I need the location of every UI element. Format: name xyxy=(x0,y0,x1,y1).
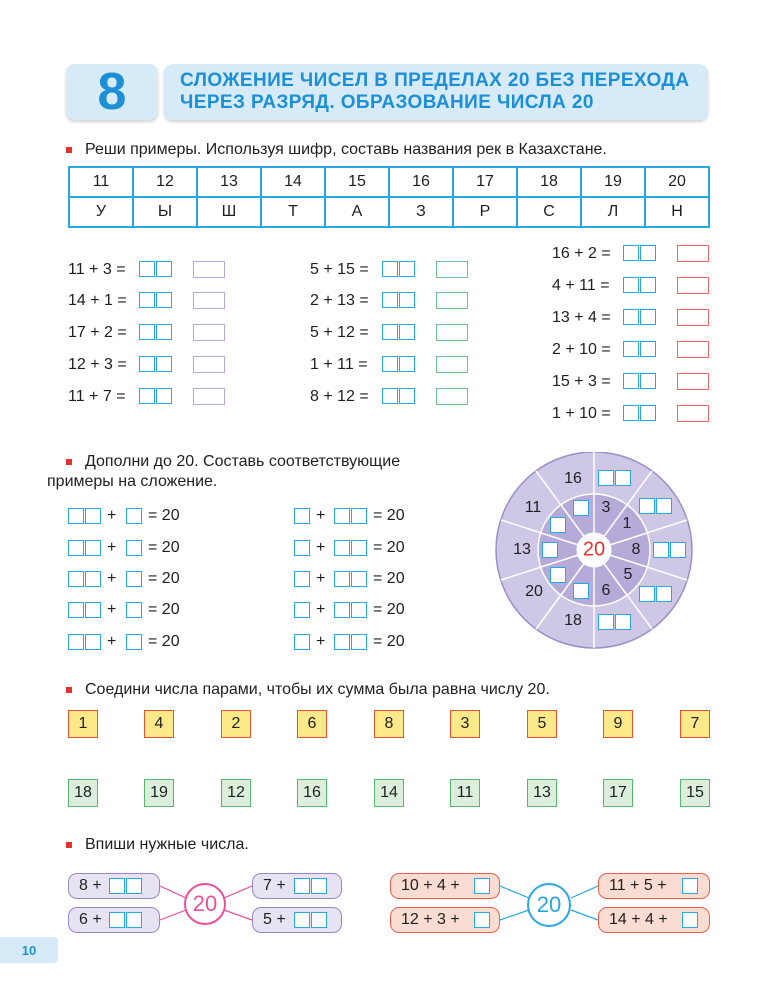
answer-digit-box[interactable] xyxy=(399,356,415,372)
answer-digit-box[interactable] xyxy=(550,567,566,583)
cipher-letter: С xyxy=(517,197,581,227)
cipher-number: 17 xyxy=(453,167,517,197)
plus-sign: + xyxy=(316,507,326,524)
pill-expression: 12 + 3 + xyxy=(401,911,460,928)
equation: 15 + 3 = xyxy=(552,373,611,390)
number-tile-bottom[interactable]: 19 xyxy=(144,779,174,807)
answer-digit-box[interactable] xyxy=(334,571,350,587)
plus-sign: + xyxy=(107,539,117,556)
answer-digit-box[interactable] xyxy=(640,245,656,261)
equals-20: = 20 xyxy=(373,507,405,524)
answer-digit-box[interactable] xyxy=(573,583,589,599)
equals-20: = 20 xyxy=(373,570,405,587)
cipher-number: 20 xyxy=(645,167,709,197)
answer-digit-box[interactable] xyxy=(68,634,84,650)
answer-digit-box[interactable] xyxy=(351,602,367,618)
number-tile-top[interactable]: 3 xyxy=(450,710,480,738)
task2-text-line1: Дополни до 20. Составь соответствующие xyxy=(85,453,401,470)
pill-expression: 5 + xyxy=(263,911,286,928)
answer-digit-box[interactable] xyxy=(294,571,310,587)
answer-digit-box[interactable] xyxy=(294,912,310,928)
task2-text-line2: примеры на сложение. xyxy=(47,473,218,490)
answer-digit-box[interactable] xyxy=(623,245,639,261)
wheel-outer-number: 18 xyxy=(564,612,582,629)
plus-sign: + xyxy=(316,633,326,650)
answer-digit-box[interactable] xyxy=(85,508,101,524)
bullet-icon xyxy=(66,459,72,465)
answer-digit-box[interactable] xyxy=(550,517,566,533)
wheel-inner-number: 5 xyxy=(623,566,633,583)
answer-digit-box[interactable] xyxy=(85,602,101,618)
answer-digit-box[interactable] xyxy=(85,634,101,650)
cipher-number: 19 xyxy=(581,167,645,197)
answer-digit-box[interactable] xyxy=(109,912,125,928)
answer-digit-box[interactable] xyxy=(334,508,350,524)
letter-box[interactable] xyxy=(436,356,468,373)
cipher-numbers-row xyxy=(69,167,709,197)
answer-digit-box[interactable] xyxy=(615,614,631,630)
cipher-letter: У xyxy=(69,197,133,227)
answer-digit-box[interactable] xyxy=(311,878,327,894)
cipher-number: 13 xyxy=(197,167,261,197)
cipher-letter: Т xyxy=(261,197,325,227)
answer-digit-box[interactable] xyxy=(85,540,101,556)
number-tile-top[interactable]: 7 xyxy=(680,710,710,738)
number-tile-bottom[interactable]: 14 xyxy=(374,779,404,807)
letter-box[interactable] xyxy=(436,388,468,405)
letter-box[interactable] xyxy=(193,261,225,278)
answer-digit-box[interactable] xyxy=(311,912,327,928)
wheel-outer-number: 11 xyxy=(524,499,542,516)
equals-20: = 20 xyxy=(373,539,405,556)
wheel-inner-number: 1 xyxy=(622,515,632,532)
equation: 2 + 13 = xyxy=(310,292,369,309)
answer-digit-box[interactable] xyxy=(623,405,639,421)
answer-digit-box[interactable] xyxy=(139,324,155,340)
task3-heading xyxy=(66,680,666,700)
cipher-table xyxy=(68,166,710,228)
answer-digit-box[interactable] xyxy=(640,405,656,421)
plus-sign: + xyxy=(107,633,117,650)
answer-digit-box[interactable] xyxy=(68,602,84,618)
cipher-letter: А xyxy=(325,197,389,227)
number-tile-top[interactable]: 1 xyxy=(68,710,98,738)
lesson-number: 8 xyxy=(66,64,158,120)
letter-box[interactable] xyxy=(193,388,225,405)
number-tile-top[interactable]: 4 xyxy=(144,710,174,738)
task1-heading xyxy=(66,140,706,160)
pill-expression: 6 + xyxy=(79,911,102,928)
equation: 14 + 1 = xyxy=(68,292,127,309)
equation: 17 + 2 = xyxy=(68,324,127,341)
letter-box[interactable] xyxy=(677,277,709,294)
plus-sign: + xyxy=(107,507,117,524)
cipher-number: 11 xyxy=(69,167,133,197)
answer-digit-box[interactable] xyxy=(639,498,655,514)
answer-digit-box[interactable] xyxy=(656,586,672,602)
bullet-icon xyxy=(66,147,72,153)
answer-digit-box[interactable] xyxy=(382,388,398,404)
lesson-title-line1: СЛОЖЕНИЕ ЧИСЕЛ В ПРЕДЕЛАХ 20 БЕЗ ПЕРЕХОДА xyxy=(180,70,690,91)
equation: 2 + 10 = xyxy=(552,341,611,358)
task1-text: Реши примеры. Используя шифр, составь названия рек в Казахстане. xyxy=(85,141,607,158)
equation: 16 + 2 = xyxy=(552,245,611,262)
equals-20: = 20 xyxy=(148,539,180,556)
plus-sign: + xyxy=(107,601,117,618)
letter-box[interactable] xyxy=(677,405,709,422)
answer-digit-box[interactable] xyxy=(656,498,672,514)
page-number: 10 xyxy=(0,937,58,963)
answer-digit-box[interactable] xyxy=(623,309,639,325)
answer-digit-box[interactable] xyxy=(68,571,84,587)
wheel-inner-number: 3 xyxy=(601,499,611,516)
letter-box[interactable] xyxy=(677,245,709,262)
answer-digit-box[interactable] xyxy=(382,261,398,277)
wheel-center-number: 20 xyxy=(582,538,606,561)
answer-digit-box[interactable] xyxy=(542,542,558,558)
answer-digit-box[interactable] xyxy=(382,356,398,372)
pill-expression: 14 + 4 + xyxy=(609,911,668,928)
pill-expression: 11 + 5 + xyxy=(609,877,667,894)
number-tile-top[interactable]: 9 xyxy=(603,710,633,738)
answer-digit-box[interactable] xyxy=(68,508,84,524)
cipher-number: 15 xyxy=(325,167,389,197)
answer-digit-box[interactable] xyxy=(399,388,415,404)
equation: 5 + 15 = xyxy=(310,261,369,278)
answer-digit-box[interactable] xyxy=(351,634,367,650)
cipher-letter: Ш xyxy=(197,197,261,227)
number-tile-bottom[interactable]: 13 xyxy=(527,779,557,807)
answer-digit-box[interactable] xyxy=(126,602,142,618)
number-tile-bottom[interactable]: 11 xyxy=(450,779,480,807)
answer-digit-box[interactable] xyxy=(126,634,142,650)
cipher-letter: Ы xyxy=(133,197,197,227)
letter-box[interactable] xyxy=(677,373,709,390)
answer-digit-box[interactable] xyxy=(126,571,142,587)
cipher-letter: Н xyxy=(645,197,709,227)
task4-heading xyxy=(66,835,366,855)
equals-20: = 20 xyxy=(373,601,405,618)
plus-sign: + xyxy=(316,539,326,556)
wheel-outer-number: 16 xyxy=(564,470,582,487)
target-20-circle: 20 xyxy=(527,883,571,927)
pill-expression: 7 + xyxy=(263,877,286,894)
answer-digit-box[interactable] xyxy=(156,324,172,340)
answer-digit-box[interactable] xyxy=(294,540,310,556)
answer-digit-box[interactable] xyxy=(68,540,84,556)
answer-digit-box[interactable] xyxy=(682,878,698,894)
equation: 13 + 4 = xyxy=(552,309,611,326)
answer-digit-box[interactable] xyxy=(334,602,350,618)
answer-digit-box[interactable] xyxy=(474,878,490,894)
letter-box[interactable] xyxy=(193,324,225,341)
answer-digit-box[interactable] xyxy=(126,540,142,556)
answer-digit-box[interactable] xyxy=(598,614,614,630)
bullet-icon xyxy=(66,842,72,848)
answer-digit-box[interactable] xyxy=(334,540,350,556)
equation: 8 + 12 = xyxy=(310,388,369,405)
answer-digit-box[interactable] xyxy=(623,373,639,389)
equals-20: = 20 xyxy=(148,601,180,618)
lesson-title xyxy=(164,64,708,120)
equation: 11 + 7 = xyxy=(68,388,126,405)
answer-digit-box[interactable] xyxy=(615,470,631,486)
plus-sign: + xyxy=(107,570,117,587)
answer-digit-box[interactable] xyxy=(334,634,350,650)
answer-digit-box[interactable] xyxy=(640,309,656,325)
letter-box[interactable] xyxy=(436,324,468,341)
cipher-number: 18 xyxy=(517,167,581,197)
answer-digit-box[interactable] xyxy=(139,292,155,308)
equation: 5 + 12 = xyxy=(310,324,369,341)
answer-digit-box[interactable] xyxy=(156,356,172,372)
answer-digit-box[interactable] xyxy=(351,508,367,524)
number-tile-top[interactable]: 8 xyxy=(374,710,404,738)
answer-digit-box[interactable] xyxy=(399,261,415,277)
number-tile-top[interactable]: 2 xyxy=(221,710,251,738)
answer-digit-box[interactable] xyxy=(670,542,686,558)
answer-digit-box[interactable] xyxy=(156,261,172,277)
target-20-circle: 20 xyxy=(184,883,226,925)
answer-digit-box[interactable] xyxy=(294,634,310,650)
cipher-letter: Р xyxy=(453,197,517,227)
equation: 1 + 11 = xyxy=(310,356,368,373)
task4-text: Впиши нужные числа. xyxy=(85,836,249,853)
answer-digit-box[interactable] xyxy=(351,571,367,587)
wheel-inner-number: 8 xyxy=(631,541,641,558)
equation: 1 + 10 = xyxy=(552,405,611,422)
answer-digit-box[interactable] xyxy=(382,292,398,308)
pill-expression: 8 + xyxy=(79,877,102,894)
answer-digit-box[interactable] xyxy=(640,277,656,293)
answer-digit-box[interactable] xyxy=(126,878,142,894)
cipher-number: 14 xyxy=(261,167,325,197)
plus-sign: + xyxy=(316,570,326,587)
answer-digit-box[interactable] xyxy=(653,542,669,558)
answer-digit-box[interactable] xyxy=(474,912,490,928)
number-tile-bottom[interactable]: 17 xyxy=(603,779,633,807)
answer-digit-box[interactable] xyxy=(139,261,155,277)
answer-digit-box[interactable] xyxy=(399,292,415,308)
wheel-outer-number: 20 xyxy=(525,583,543,600)
answer-digit-box[interactable] xyxy=(126,508,142,524)
number-tile-bottom[interactable]: 15 xyxy=(680,779,710,807)
cipher-letter: З xyxy=(389,197,453,227)
equals-20: = 20 xyxy=(148,633,180,650)
pill-expression: 10 + 4 + xyxy=(401,877,460,894)
answer-digit-box[interactable] xyxy=(126,912,142,928)
answer-digit-box[interactable] xyxy=(682,912,698,928)
number-tile-bottom[interactable]: 18 xyxy=(68,779,98,807)
task3-text: Соедини числа парами, чтобы их сумма была равна числу 20. xyxy=(85,681,550,698)
equals-20: = 20 xyxy=(148,507,180,524)
answer-digit-box[interactable] xyxy=(623,277,639,293)
answer-digit-box[interactable] xyxy=(294,878,310,894)
answer-digit-box[interactable] xyxy=(85,571,101,587)
answer-digit-box[interactable] xyxy=(156,388,172,404)
equals-20: = 20 xyxy=(148,570,180,587)
answer-digit-box[interactable] xyxy=(139,356,155,372)
answer-digit-box[interactable] xyxy=(294,602,310,618)
letter-box[interactable] xyxy=(436,292,468,309)
number-tile-bottom[interactable]: 12 xyxy=(221,779,251,807)
equals-20: = 20 xyxy=(373,633,405,650)
answer-digit-box[interactable] xyxy=(109,878,125,894)
lesson-title-line2: ЧЕРЕЗ РАЗРЯД. ОБРАЗОВАНИЕ ЧИСЛА 20 xyxy=(180,92,594,113)
answer-digit-box[interactable] xyxy=(156,292,172,308)
cipher-letters-row xyxy=(69,197,709,227)
answer-digit-box[interactable] xyxy=(351,540,367,556)
answer-digit-box[interactable] xyxy=(399,324,415,340)
wheel-outer-number: 13 xyxy=(513,541,531,558)
letter-box[interactable] xyxy=(677,341,709,358)
answer-digit-box[interactable] xyxy=(139,388,155,404)
equation: 11 + 3 = xyxy=(68,261,126,278)
letter-box[interactable] xyxy=(436,261,468,278)
letter-box[interactable] xyxy=(677,309,709,326)
cipher-letter: Л xyxy=(581,197,645,227)
letter-box[interactable] xyxy=(193,292,225,309)
answer-digit-box[interactable] xyxy=(573,500,589,516)
number-tile-bottom[interactable]: 16 xyxy=(297,779,327,807)
task2-heading xyxy=(47,452,466,492)
letter-box[interactable] xyxy=(193,356,225,373)
answer-digit-box[interactable] xyxy=(639,586,655,602)
cipher-number: 12 xyxy=(133,167,197,197)
equation: 12 + 3 = xyxy=(68,356,127,373)
bullet-icon xyxy=(66,687,72,693)
number-tile-top[interactable]: 5 xyxy=(527,710,557,738)
answer-digit-box[interactable] xyxy=(640,373,656,389)
wheel-inner-number: 6 xyxy=(601,582,611,599)
equation: 4 + 11 = xyxy=(552,277,610,294)
answer-digit-box[interactable] xyxy=(640,341,656,357)
cipher-number: 16 xyxy=(389,167,453,197)
answer-digit-box[interactable] xyxy=(382,324,398,340)
plus-sign: + xyxy=(316,601,326,618)
answer-digit-box[interactable] xyxy=(294,508,310,524)
answer-digit-box[interactable] xyxy=(623,341,639,357)
number-tile-top[interactable]: 6 xyxy=(297,710,327,738)
answer-digit-box[interactable] xyxy=(598,470,614,486)
